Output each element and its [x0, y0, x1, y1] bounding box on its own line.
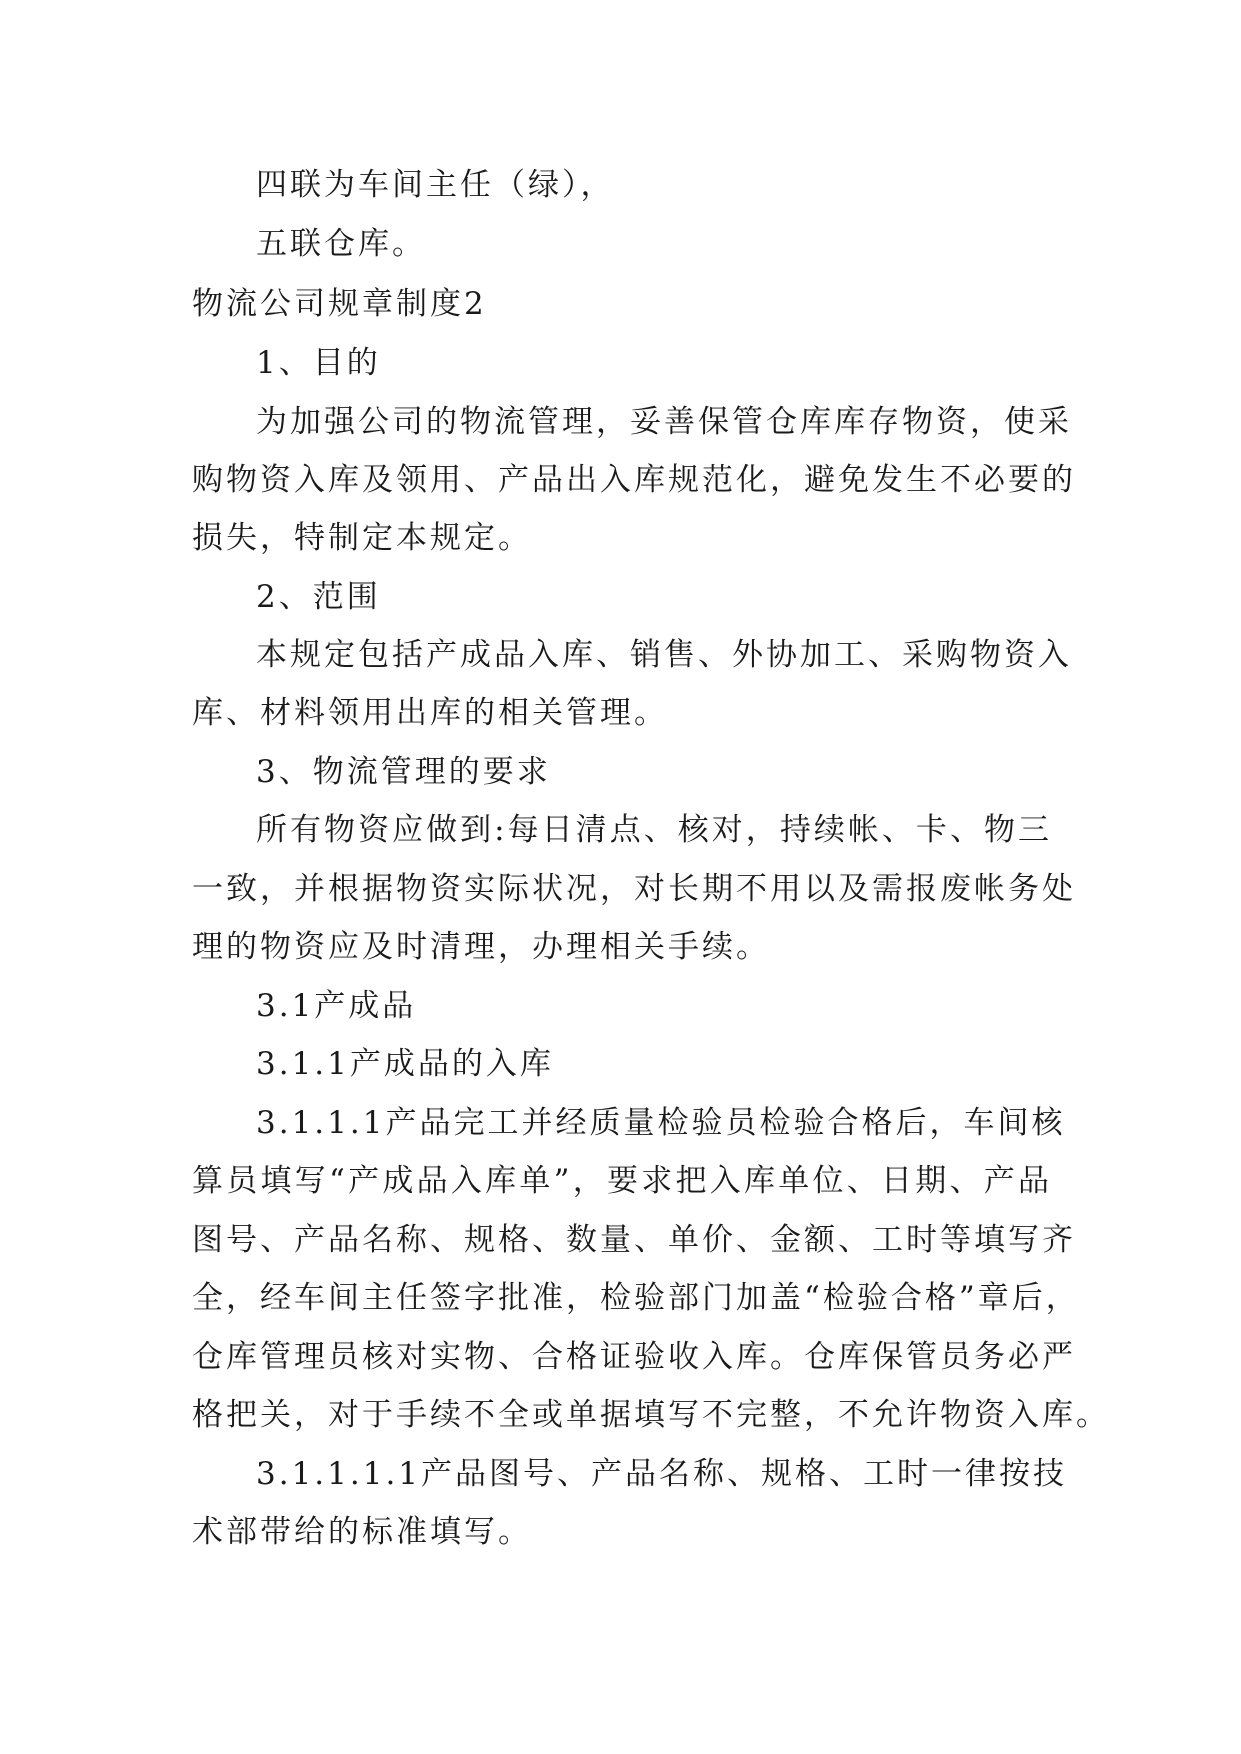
paragraph-line: 库、材料领用出库的相关管理。	[192, 695, 668, 731]
paragraph-line: 五联仓库。	[256, 226, 426, 262]
section-heading: 1、目的	[256, 345, 381, 381]
paragraph-line: 一致，并根据物资实际状况，对长期不用以及需报废帐务处	[192, 871, 1076, 907]
paragraph-line: 3.1.1.1产品完工并经质量检验员检验合格后，车间核	[256, 1105, 1066, 1141]
paragraph-line: 购物资入库及领用、产品出入库规范化，避免发生不必要的	[192, 462, 1076, 498]
section-heading: 3.1.1产成品的入库	[256, 1046, 554, 1082]
paragraph-line: 为加强公司的物流管理，妥善保管仓库库存物资，使采	[256, 404, 1072, 440]
section-title: 物流公司规章制度2	[192, 286, 487, 322]
paragraph-line: 图号、产品名称、规格、数量、单价、金额、工时等填写齐	[192, 1222, 1076, 1258]
paragraph-line: 损失，特制定本规定。	[192, 520, 532, 556]
section-heading: 3、物流管理的要求	[256, 754, 551, 790]
paragraph-line: 术部带给的标准填写。	[192, 1514, 532, 1550]
paragraph-line: 四联为车间主任（绿），	[256, 167, 615, 203]
paragraph-line: 理的物资应及时清理，办理相关手续。	[192, 929, 770, 965]
paragraph-line: 所有物资应做到:每日清点、核对，持续帐、卡、物三	[256, 812, 1052, 848]
paragraph-line: 仓库管理员核对实物、合格证验收入库。仓库保管员务必严	[192, 1339, 1076, 1375]
paragraph-line: 格把关，对于手续不全或单据填写不完整，不允许物资入库。	[192, 1397, 1110, 1433]
paragraph-line: 算员填写“产成品入库单”，要求把入库单位、日期、产品	[192, 1163, 1052, 1199]
paragraph-line: 3.1.1.1.1产品图号、产品名称、规格、工时一律按技	[256, 1456, 1068, 1492]
section-heading: 3.1产成品	[256, 988, 417, 1024]
section-heading: 2、范围	[256, 579, 381, 615]
paragraph-line: 全，经车间主任签字批准，检验部门加盖“检验合格”章后，	[192, 1280, 1080, 1316]
paragraph-line: 本规定包括产成品入库、销售、外协加工、采购物资入	[256, 637, 1072, 673]
